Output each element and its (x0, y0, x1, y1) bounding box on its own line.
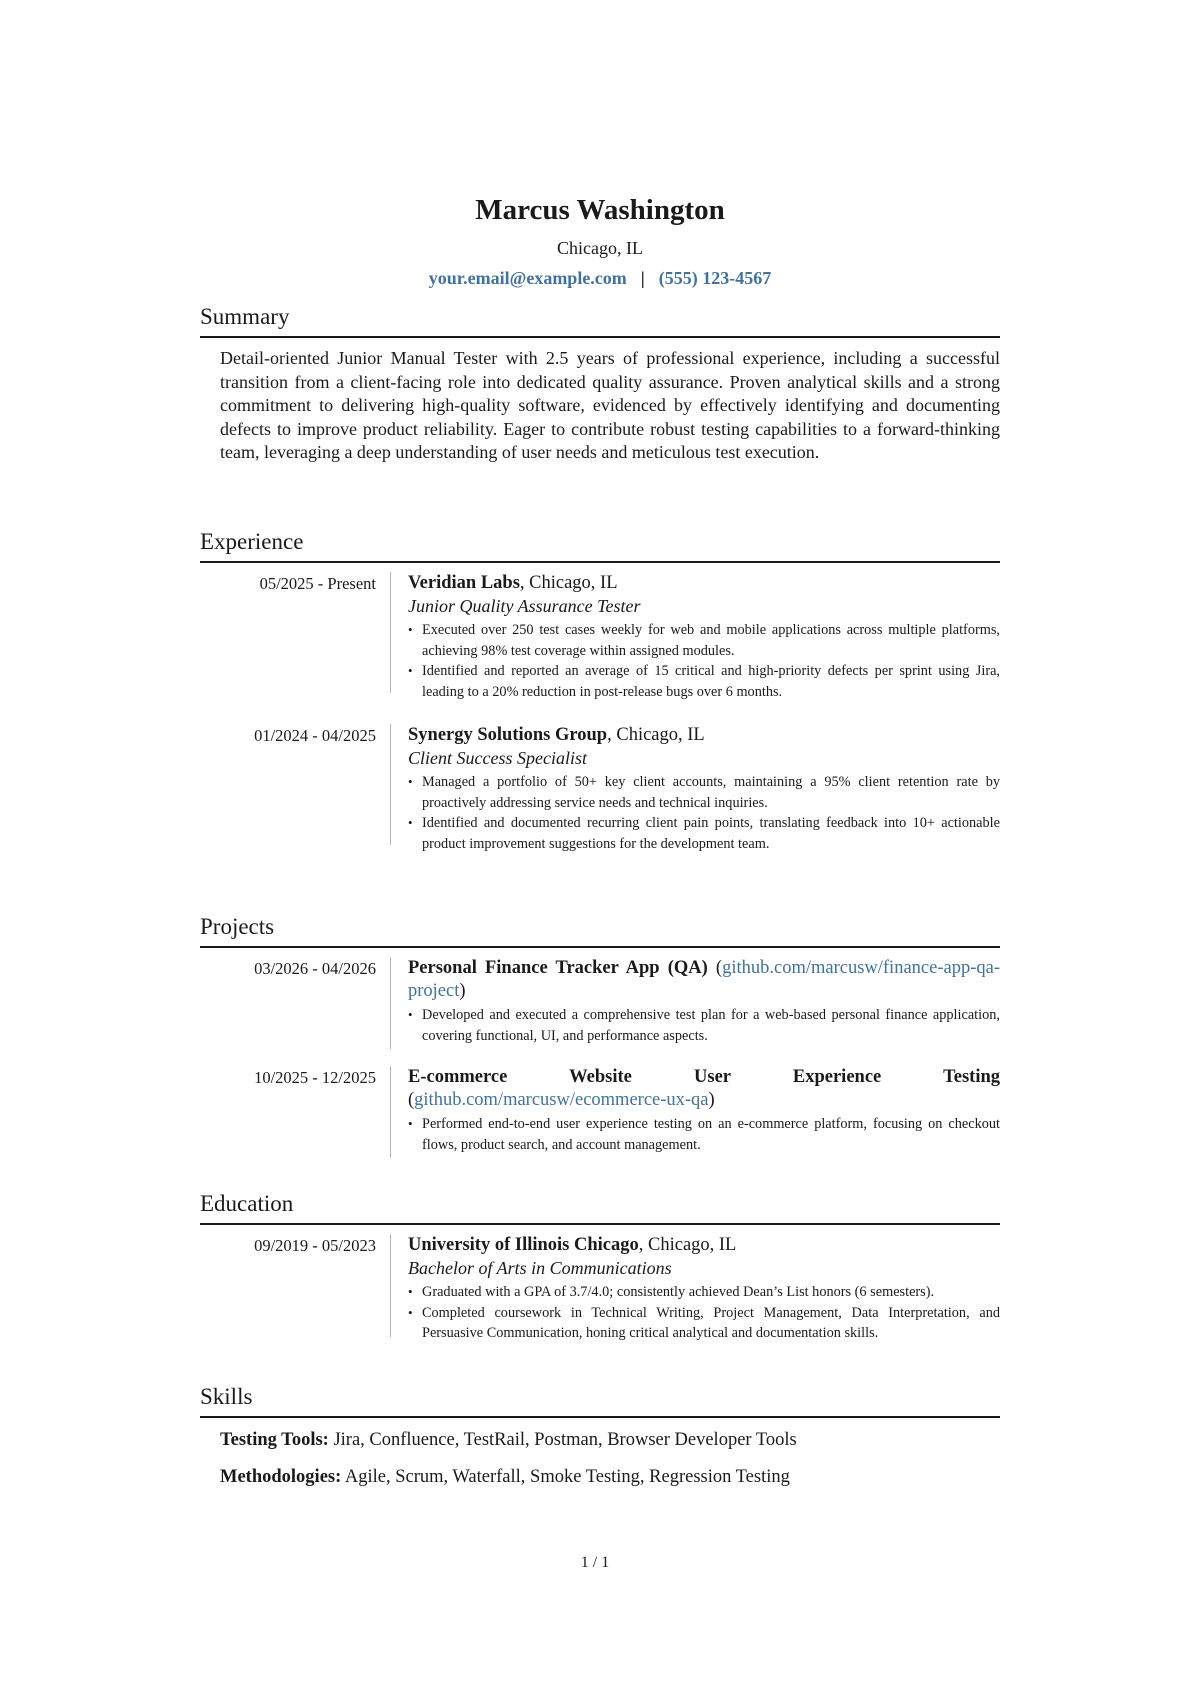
entry-heading (408, 1234, 1000, 1257)
section-rule (200, 336, 1000, 338)
experience-entry (200, 572, 1000, 703)
entry-date: 01/2024 - 04/2025 (254, 725, 376, 745)
paren-close: ) (708, 1090, 715, 1111)
project-entry (200, 1066, 1000, 1155)
timeline-line (390, 572, 391, 693)
entry-role: Junior Quality Assurance Tester (408, 596, 641, 616)
skills-row (220, 1465, 1000, 1489)
timeline-line (390, 724, 391, 845)
entry-date: 09/2019 - 05/2023 (254, 1236, 376, 1255)
section-title-skills: Skills (200, 1384, 253, 1409)
entry-org: University of Illinois Chicago (408, 1235, 639, 1255)
entry-org: Veridian Labs (408, 573, 520, 593)
section-rule (200, 1416, 1000, 1418)
skills-value: Jira, Confluence, TestRail, Postman, Browser Developer Tools (328, 1430, 797, 1450)
timeline-line (390, 1234, 391, 1337)
bullet-item: • Identified and documented recurring client pain points, translating feedback into 10+ actionable product improvement suggestions for the development team. (408, 813, 1000, 854)
entry-date: 05/2025 - Present (259, 574, 376, 593)
section-title-experience: Experience (200, 529, 304, 554)
email-link[interactable]: your.email@example.com (428, 268, 627, 288)
entry-location: , Chicago, IL (519, 573, 618, 593)
section-rule (200, 1223, 1000, 1225)
entry-bullets (408, 620, 1000, 703)
bullet-item: • Developed and executed a comprehensive test plan for a web-based personal finance application, covering functional, UI, and performance aspects. (408, 1005, 1000, 1046)
project-link[interactable]: github.com/marcusw/ecommerce-ux-qa (414, 1090, 709, 1111)
skills-label: Testing Tools: (220, 1430, 329, 1450)
experience-entry (200, 724, 1000, 855)
project-entry (200, 957, 1000, 1046)
entry-bullets (408, 772, 1000, 855)
section-title-projects: Projects (200, 914, 275, 939)
project-heading (408, 1066, 1000, 1112)
paren-open: ( (707, 958, 723, 978)
resume-header (200, 192, 1000, 292)
section-title-summary: Summary (200, 304, 290, 329)
section-rule (200, 946, 1000, 948)
summary-text: Detail-oriented Junior Manual Tester with 2.5 years of professional experience, including a successful transition from a client-facing role into dedicated quality assurance. Proven analytical skills and a strong commitment to delivering high-quality software, evidenced by effectively identifying and documenting defects to improve product reliability. Eager to contribute robust testing capabilities to a forward-thinking team, leveraging a deep understanding of user needs and meticulous test execution. (220, 348, 1000, 463)
entry-org: Synergy Solutions Group (408, 724, 608, 745)
entry-date: 10/2025 - 12/2025 (254, 1068, 376, 1088)
entry-bullets (408, 1114, 1000, 1155)
skills-value: Agile, Scrum, Waterfall, Smoke Testing, Regression Testing (341, 1467, 790, 1487)
paren-close: ) (459, 981, 466, 1001)
entry-location: , Chicago, IL (638, 1235, 737, 1255)
bullet-item: • Performed end-to-end user experience testing on an e-commerce platform, focusing on checkout flows, product search, and account management. (408, 1114, 1000, 1155)
projects-section (200, 912, 1000, 1156)
bullet-item: • Identified and reported an average of 15 critical and high-priority defects per sprint using Jira, leading to a 20% reduction in post-release bugs over 6 months. (408, 661, 1000, 702)
entry-heading (408, 572, 1000, 595)
bullet-item: • Executed over 250 test cases weekly for web and mobile applications across multiple platforms, achieving 98% test coverage within assigned modules. (408, 620, 1000, 661)
entry-role: Bachelor of Arts in Communications (408, 1258, 672, 1278)
section-rule (200, 561, 1000, 563)
phone-link[interactable]: (555) 123-4567 (658, 268, 772, 288)
entry-bullets (408, 1005, 1000, 1046)
entry-bullets (408, 1282, 1000, 1344)
experience-section (200, 527, 1000, 855)
summary-section (200, 302, 1000, 465)
candidate-name: Marcus Washington (475, 194, 725, 226)
bullet-item: • Completed coursework in Technical Writing, Project Management, Data Interpretation, and Persuasive Communication, honing critical analytical and documentation skills. (408, 1303, 1000, 1344)
page-number: 1 / 1 (580, 1554, 610, 1571)
bullet-item: • Managed a portfolio of 50+ key client accounts, maintaining a 95% client retention rate by proactively addressing service needs and technical inquiries. (408, 772, 1000, 813)
entry-heading (408, 724, 1000, 747)
entry-location: , Chicago, IL (607, 724, 705, 745)
skills-label: Methodologies: (220, 1467, 342, 1487)
education-entry (200, 1234, 1000, 1344)
education-section (200, 1189, 1000, 1344)
project-name: E-commerce Website User Experience Testing (408, 1067, 1000, 1088)
contact-separator: | (640, 268, 645, 288)
skills-section (200, 1382, 1000, 1489)
entry-date: 03/2026 - 04/2026 (254, 959, 376, 978)
section-title-education: Education (200, 1191, 294, 1216)
project-name: Personal Finance Tracker App (QA) (408, 958, 708, 978)
paren-open: ( (408, 1090, 415, 1111)
candidate-location: Chicago, IL (557, 238, 643, 258)
project-link[interactable]: github.com/marcusw/finance-app-qa-project (408, 958, 1000, 1001)
entry-role: Client Success Specialist (408, 747, 587, 768)
project-heading (408, 957, 1000, 1003)
timeline-line (390, 1066, 391, 1158)
bullet-item: • Graduated with a GPA of 3.7/4.0; consistently achieved Dean’s List honors (6 semesters). (408, 1282, 1000, 1303)
skills-row (220, 1428, 1000, 1452)
timeline-line (390, 957, 391, 1049)
contact-line (200, 264, 1000, 292)
